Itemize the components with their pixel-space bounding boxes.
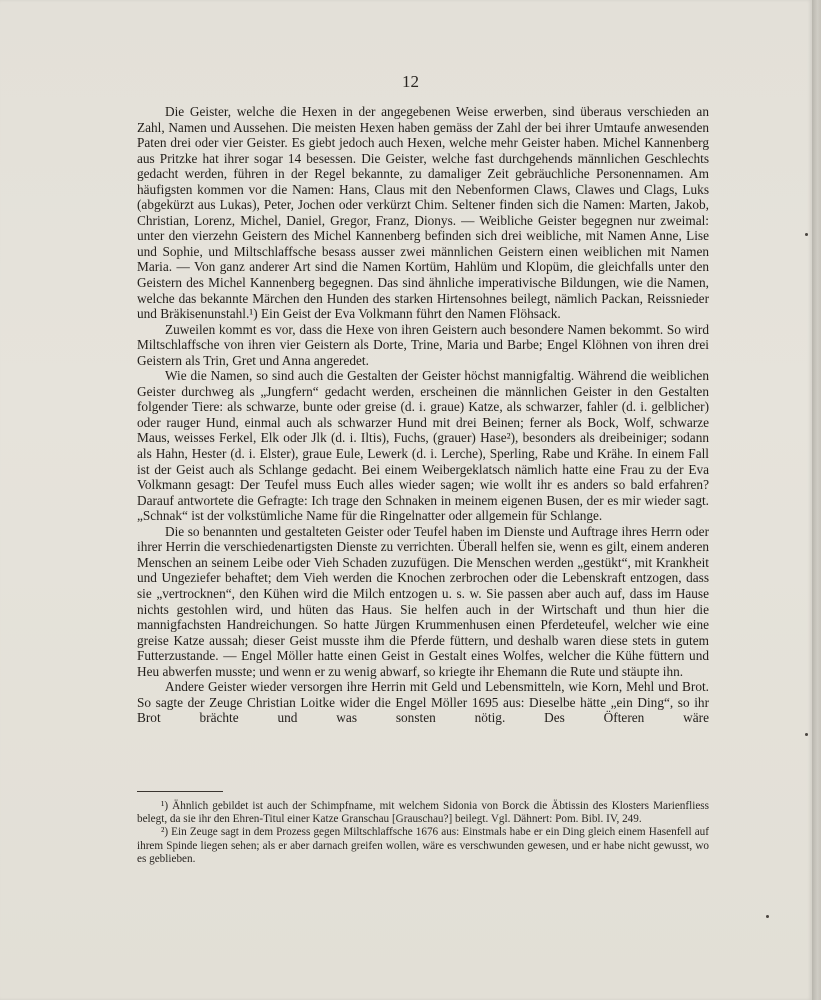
paragraph-5: Andere Geister wieder versorgen ihre Herrin mit Geld und Lebensmitteln, wie Korn, Mehl und Brot. So sagte der Zeuge Christian Loitke wider die Engel Möller 1695 aus: Dieselbe hätte „ein Ding“, so ihr Brot brächte und was sonsten nötig. Des Öfteren wäre — [137, 679, 709, 726]
paragraph-3: Wie die Namen, so sind auch die Gestalten der Geister höchst mannigfaltig. Während die weiblichen Geister durchweg als „Jungfern“ gedacht werden, erscheinen die männlichen Geister in den Gestalten folgender Tiere: als schwarze, bunte oder greise (d. i. graue) Katze, als schwarzer, fahler (d. i. gelblicher) oder rauger Hund, einmal auch als schwarzer Hund mit drei Beinen; ferner als Bock, Wolf, schwarze Maus, weisses Ferkel, Elk oder Jlk (d. i. Iltis), Fuchs, (grauer) Hase²), besonders als dreibeiniger; sodann als Hahn, Hester (d. i. Elster), graue Eule, Lewerk (d. i. Lerche), Sperling, Rabe und Krähe. In einem Fall ist der Geist auch als Schlange gedacht. Bei einem Weibergeklatsch nämlich hatte eine Frau zu der Eva Volkmann gesagt: Der Teufel muss Euch alles wieder sagen; wie wollt ihr es anders so bald erfahren? Darauf antwortete die Gefragte: Ich trage den Schnaken in meinem eigenen Busen, der es mir wieder sagt. „Schnak“ ist der volkstümliche Name für die Ringelnatter oder allgemein für Schlange. — [137, 368, 709, 524]
paragraph-2: Zuweilen kommt es vor, dass die Hexe von ihren Geistern auch besondere Namen bekommt. So wird Miltschlaffsche von ihren vier Geistern als Dorte, Trine, Maria und Barbe; Engel Klöhnen von ihren drei Geistern als Trin, Gret und Anna angeredet. — [137, 321, 709, 368]
margin-speck — [805, 233, 808, 236]
page-number: 12 — [402, 72, 419, 91]
paragraph-4: Die so benannten und gestalteten Geister oder Teufel haben im Dienste und Auftrage ihres Herrn oder ihrer Herrin die verschiedenartigsten Dienste zu verrichten. Überall helfen sie, wenn es gilt, einem anderen Menschen an seinem Leibe oder Vieh Schaden zuzufügen. Die Menschen werden „gestükt“, mit Krankheit und Ungeziefer behaftet; dem Vieh werden die Knochen zerbrochen oder die Lebenskraft entzogen, dass sie „vertrocknen“, den Kühen wird die Milch entzogen u. s. w. Sie passen aber auch auf, dass im Hause nichts gestohlen wird, und hüten das Haus. Sie helfen auch in der Wirtschaft und thun hier die mannigfachsten Handreichungen. So hatte Jürgen Krummenhusen einen Pferdeteufel, welcher wie eine greise Katze aussah; dieser Geist musste ihm die Pferde füttern, und deshalb waren diese stets in gutem Futterzustande. — Engel Möller hatte einen Geist in Gestalt eines Wolfes, welcher die Kühe füttern und Heu abwerfen musste; und wenn er zu wenig abwarf, so kriegte ihr Ehemann die Rute und stäupte ihn. — [137, 523, 709, 679]
body-text — [137, 104, 709, 726]
footnote-1: ¹) Ähnlich gebildet ist auch der Schimpfname, mit welchem Sidonia von Borck die Äbtissin des Klosters Marienfliess belegt, da sie ihr den Ehren-Titul einer Katze Granschau [Grauschau?] beilegt. Vgl. Dähnert: Pom. Bibl. IV, 249. — [137, 800, 709, 826]
footnotes — [137, 800, 709, 866]
page-edge — [812, 0, 821, 1000]
footnote-divider — [137, 791, 223, 792]
margin-speck — [805, 733, 808, 736]
margin-speck — [766, 915, 769, 918]
footnote-2: ²) Ein Zeuge sagt in dem Prozess gegen Miltschlaffsche 1676 aus: Einstmals habe er ein Ding gleich einem Hasenfell auf ihrem Spinde liegen sehen; als er aber darnach greifen wollen, wäre es verschwunden gewesen, und er habe nicht gewusst, wo es geblieben. — [137, 826, 709, 865]
paragraph-1: Die Geister, welche die Hexen in der angegebenen Weise erwerben, sind überaus verschieden an Zahl, Namen und Aussehen. Die meisten Hexen haben gemäss der Zahl der bei ihrer Umtaufe anwesenden Paten drei oder vier Geister. Es giebt jedoch auch Hexen, welche mehr Geister haben. Michel Kannenberg aus Pritzke hat ihrer sogar 14 besessen. Die Geister, welche fast durchgehends männlichen Geschlechts gedacht werden, führen in der Regel bekannte, zu damaliger Zeit gebräuchliche Personennamen. Am häufigsten kommen vor die Namen: Hans, Claus mit den Nebenformen Claws, Clawes und Clags, Luks (abgekürzt aus Lukas), Peter, Jochen oder verkürzt Chim. Seltener finden sich die Namen: Marten, Jakob, Christian, Lorenz, Michel, Daniel, Gregor, Franz, Dionys. — Weibliche Geister begegnen nur zweimal: unter den vierzehn Geistern des Michel Kannenberg befinden sich drei weibliche, mit Namen Anne, Lise und Sophie, und Miltschlaffsche besass ausser zwei männlichen Geistern einen weiblichen mit Namen Maria. — Von ganz anderer Art sind die Namen Kortüm, Hahlüm und Klopüm, die gleichfalls unter den Geistern des Michel Kannenberg begegnen. Das sind ähnliche imperativische Bildungen, wie die Namen, welche das bekannte Märchen den Hunden des starken Hirtensohnes beilegt, nämlich Packan, Reissnieder und Bräkisenunstahl.¹) Ein Geist der Eva Volkmann führt den Namen Flöhsack. — [137, 104, 709, 322]
